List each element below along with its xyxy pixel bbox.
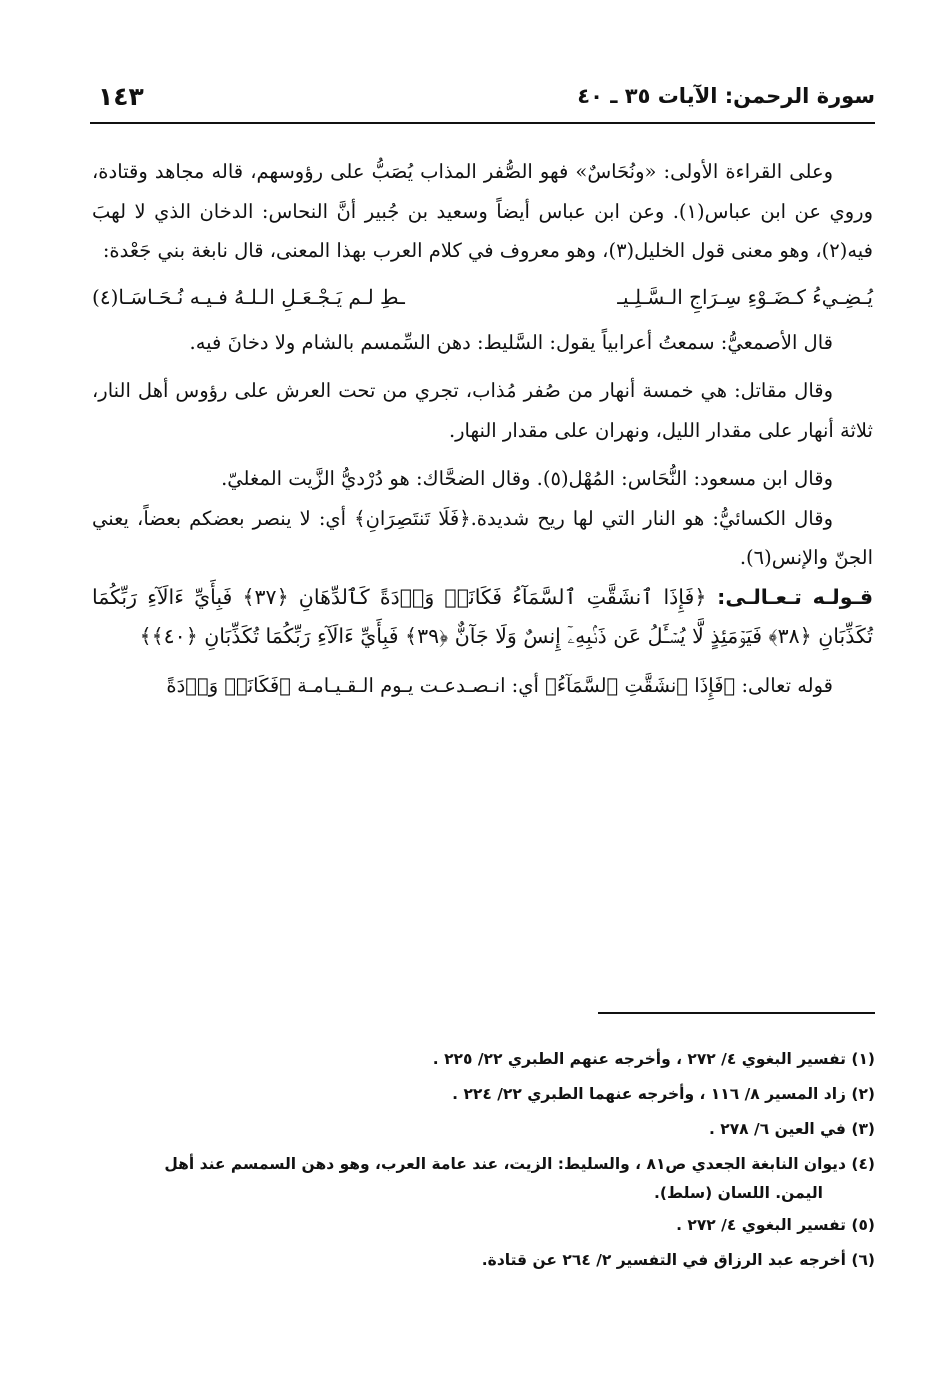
paragraph-2: قال الأصمعيُّ: سمعتُ أعرابياً يقول: السَّليط: دهن السِّمسم بالشام ولا دخانَ فيه. [189, 330, 833, 354]
paragraph-6 [92, 666, 873, 706]
footnote-2: (٢) زاد المسير ٨/ ١١٦ ، وأخرجه عنهما الطبري ٢٢/ ٢٢٤ . [452, 1085, 875, 1103]
verse-first-hemistich: يُـضِـيءُ كـضَـوْءِ سِـرَاجِ الـسَّـلِـيـ [617, 284, 873, 309]
paragraph-1: وعلى القراءة الأولى: «ونُحَاسٌ» فهو الصُّفر المذاب يُصَبُّ على رؤوسهم، قاله مجاهد وقتادة، وروي عن ابن عباس(١). وعن ابن عباس أيضاً وسعيد بن جُبير أنَّ النحاس: الدخان الذي لا لهبَ فيه(٢)، وهو معنى قول الخليل(٣)، وهو معروف في كلام العرب بهذا المعنى، قال نابغة بني جَعْدة: [92, 160, 873, 262]
footnote-3: (٣) في العين ٦/ ٢٧٨ . [708, 1120, 875, 1138]
page-number: ١٤٣ [98, 82, 144, 111]
quran-verses: ﴿فَإِذَا ٱنشَقَّتِ ٱلسَّمَآءُ فَكَانَتۡ وَرۡدَةً كَٱلدِّهَانِ ﴿٣٧﴾ فَبِأَيِّ ءَالَآءِ رَبِّكُمَا تُكَذِّبَانِ ﴿٣٨﴾ فَيَوۡمَئِذٍ لَّا يُسۡـَٔلُ عَن ذَنۢبِهِۦٓ إِنسٌ وَلَا جَآنٌّ ﴿٣٩﴾ فَبِأَيِّ ءَالَآءِ رَبِّكُمَا تُكَذِّبَانِ ﴿٤٠﴾﴾ [92, 584, 873, 648]
quran-label: قـولـه تـعـالـى: [717, 584, 873, 609]
footnote-separator [598, 1012, 875, 1014]
footnote-4: (٤) ديوان النابغة الجعدي ص٨١ ، والسليط: الزيت، عند عامة العرب، وهو دهن السمسم عند أهل [164, 1155, 875, 1173]
paragraph-6-text: ﴿فَإِذَا ٱنشَقَّتِ ٱلسَّمَآءُ﴾ أي: انـصـدعـت يـوم الـقـيـامـة ﴿فَكَانَتۡ وَرۡدَةً [166, 673, 736, 697]
paragraph-4: وقال ابن مسعود: النُّحَاس: المُهْل(٥). وقال الضحَّاك: هو دُرْديُّ الزَّيت المغليّ. [221, 467, 833, 490]
footnote-5: (٥) تفسير البغوي ٤/ ٢٧٢ . [676, 1216, 875, 1234]
footnote-1: (١) تفسير البغوي ٤/ ٢٧٢ ، وأخرجه عنهم الطبري ٢٢/ ٢٢٥ . [432, 1050, 875, 1068]
paragraph-5: وقال الكسائيُّ: هو النار التي لها ريح شديدة.﴿فَلَا تَنتَصِرَانِ﴾ أي: لا ينصر بعضكم بعضاً، يعني الجنّ والإنس(٦). [92, 506, 873, 569]
footnotes [92, 1042, 875, 1278]
paragraph-6-label: قوله تعالى: [741, 673, 833, 697]
main-text [92, 152, 873, 705]
footnote-4-continuation: اليمن. اللسان (سلط). [654, 1184, 823, 1202]
quran-passage [92, 578, 873, 657]
paragraph-3: وقال مقاتل: هي خمسة أنهار من صُفر مُذاب، تجري من تحت العرش على رؤوس أهل النار، ثلاثة أنهار على مقدار الليل، ونهران على مقدار النهار. [92, 379, 873, 442]
page-header [90, 80, 875, 124]
running-title: سورة الرحمن: الآيات ٣٥ ـ ٤٠ [577, 84, 875, 108]
verse-second-hemistich: ـطِ لـم يَـجْـعَـلِ الـلـهُ فـيـه نُـحَـاسَـا(٤) [92, 284, 405, 309]
poetry-verse [92, 271, 873, 323]
footnote-6: (٦) أخرجه عبد الرزاق في التفسير ٢/ ٢٦٤ عن قتادة. [481, 1251, 875, 1269]
